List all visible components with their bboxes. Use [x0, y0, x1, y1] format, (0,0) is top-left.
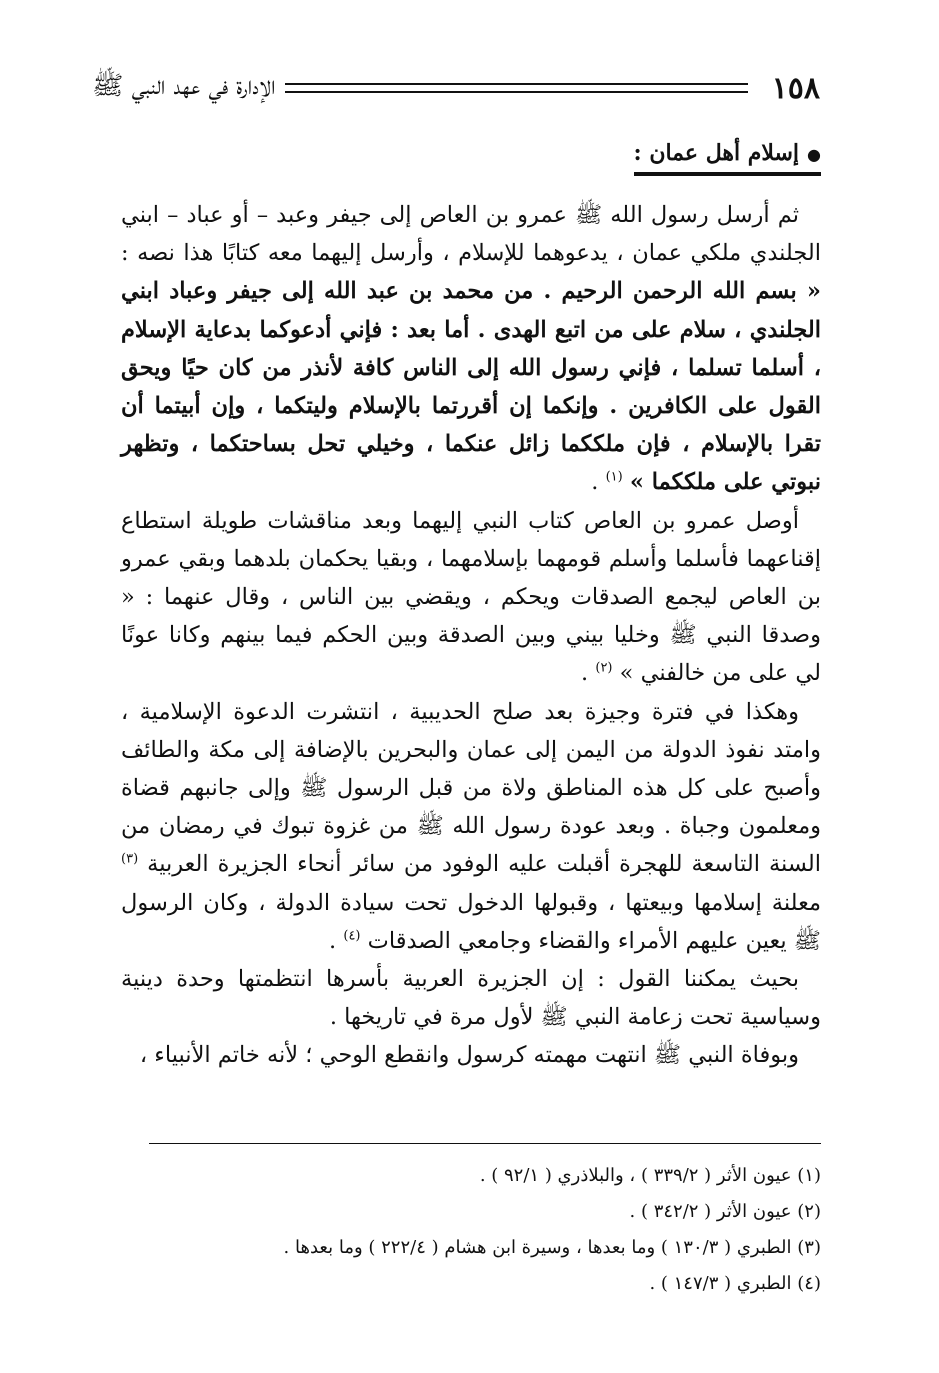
- paragraph-3-text-b: معلنة إسلامها وبيعتها ، وقبولها الدخول تحت سيادة الدولة ، وكان الرسول ﷺ يعين عليهم الأمراء والقضاء وجامعي الصدقات: [121, 889, 821, 954]
- paragraph-1-intro: ثم أرسل رسول الله ﷺ عمرو بن العاص إلى جيفر وعبد – أو عباد – ابني الجلندي ملكي عمان ، يدعوهما للإسلام ، وأرسل إليهما معه كتابًا هذا نصه :: [121, 202, 821, 267]
- letter-quote: « بسم الله الرحمن الرحيم . من محمد بن عبد الله إلى جيفر وعباد ابني الجلندي ، سلام على من اتبع الهدى . أما بعد : فإني أدعوكما بدعاية الإسلام ، أسلما تسلما ، فإني رسول الله إلى الناس كافة لأنذر من كان حيًا ويحق القول على الكافرين . وإنكما إن أقررتما بالإسلام وليتكما ، وإن أبيتما أن تقرا بالإسلام ، فإن ملككما زائل عنكما ، وخيلي تحل بساحتكما ، وتظهر نبوتي على ملككما »: [121, 278, 821, 496]
- page-header: [92, 66, 820, 110]
- bullet-icon: ●: [807, 144, 821, 164]
- paragraph-2-end: .: [581, 660, 596, 687]
- header-rule: [285, 83, 747, 93]
- page-number: ١٥٨: [771, 70, 820, 106]
- footnote-separator: [149, 1143, 821, 1144]
- footnote-2: (٢) عيون الأثر ( ٣٤٢/٢ ) .: [629, 1201, 821, 1222]
- paragraph-3-end: .: [329, 927, 344, 954]
- paragraph-3-text-a: وهكذا في فترة وجيزة بعد صلح الحديبية ، انتشرت الدعوة الإسلامية ، وامتد نفوذ الدولة من اليمن إلى عمان والبحرين بالإضافة إلى مكة والطائف وأصبح على كل هذه المناطق ولاة من قبل الرسول ﷺ وإلى جانبهم قضاة ومعلمون وجباة . وبعد عودة رسول الله ﷺ من غزوة تبوك في رمضان من السنة التاسعة للهجرة أقبلت عليه الوفود من سائر أنحاء الجزيرة العربية: [121, 698, 822, 878]
- footnote-1: (١) عيون الأثر ( ٣٣٩/٢ ) ، والبلاذري ( ٩٢/١ ) .: [479, 1165, 821, 1186]
- section-heading-text: إسلام أهل عمان :: [633, 140, 800, 166]
- paragraph-2: [121, 502, 821, 693]
- paragraph-5: وبوفاة النبي ﷺ انتهت مهمته كرسول وانقطع الوحي ؛ لأنه خاتم الأنبياء ،: [139, 1042, 799, 1069]
- paragraph-4: بحيث يمكننا القول : إن الجزيرة العربية بأسرها انتظمتها وحدة دينية وسياسية تحت زعامة النبي ﷺ لأول مرة في تاريخها .: [121, 966, 821, 1031]
- paragraph-2-text: أوصل عمرو بن العاص كتاب النبي إليهما وبعد مناقشات طويلة استطاع إقناعهما فأسلما وأسلم قومهما بإسلامهما ، وبقيا يحكمان بلدهما وبقي عمرو بن العاص ليجمع الصدقات ويحكم ، ويقضي بين الناس ، وقال عنهما : « وصدقا النبي ﷺ وخليا بيني وبين الصدقة وبين الحكم فيما بينهم وكانا عونًا لي على من خالفني »: [121, 507, 821, 687]
- footnote-4: (٤) الطبري ( ١٤٧/٣ ) .: [649, 1273, 821, 1294]
- footnote-ref-3: (٣): [121, 851, 139, 867]
- footnotes: [121, 1158, 821, 1302]
- footnote-ref-2: (٢): [595, 660, 613, 676]
- paragraph-1-end: .: [591, 469, 606, 496]
- footnote-ref-1: (١): [605, 469, 623, 485]
- running-title: الإدارة في عهد النبي ﷺ: [92, 71, 276, 101]
- body-text: [121, 196, 821, 1075]
- paragraph-1: [121, 196, 821, 502]
- section-heading: [634, 140, 821, 176]
- footnote-3: (٣) الطبري ( ١٣٠/٣ ) وما بعدها ، وسيرة ابن هشام ( ٢٢٢/٤ ) وما بعدها .: [283, 1237, 821, 1258]
- footnote-ref-4: (٤): [343, 928, 361, 944]
- paragraph-3: [121, 693, 821, 960]
